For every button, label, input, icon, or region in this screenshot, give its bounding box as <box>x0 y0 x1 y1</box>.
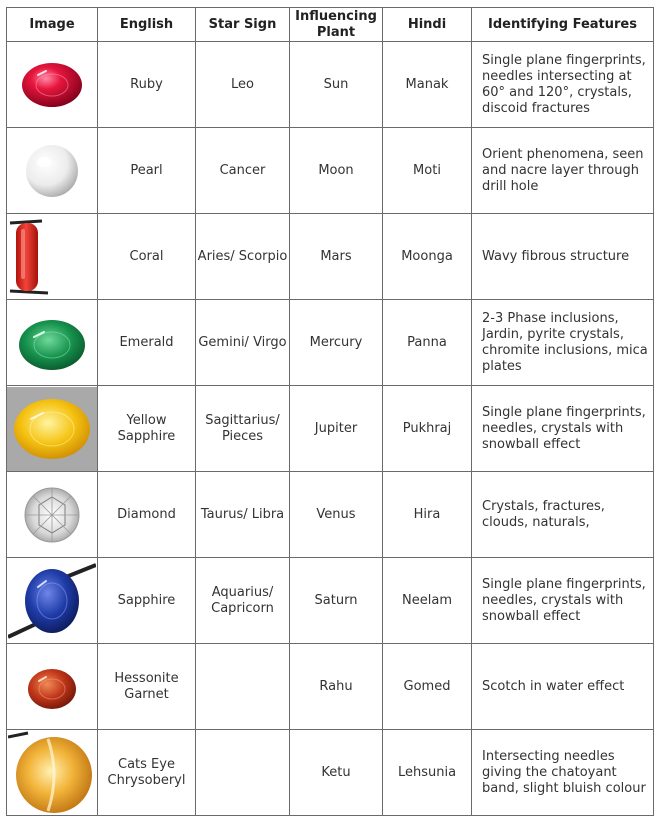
image-cell <box>7 128 98 214</box>
star-sign: Gemini/ Virgo <box>196 300 290 386</box>
gemstone-table <box>6 7 654 816</box>
english-name: Yellow Sapphire <box>98 386 196 472</box>
features: Single plane fingerprints, needles, crystals with snowball effect <box>472 558 654 644</box>
planet: Mercury <box>290 300 383 386</box>
cats-eye-gem-icon <box>8 731 96 815</box>
features: Scotch in water effect <box>472 644 654 730</box>
hindi-name: Moti <box>383 128 472 214</box>
hindi-name: Neelam <box>383 558 472 644</box>
diamond-gem-icon <box>8 475 96 555</box>
english-name: Hessonite Garnet <box>98 644 196 730</box>
star-sign: Sagittarius/ Pieces <box>196 386 290 472</box>
hindi-name: Panna <box>383 300 472 386</box>
english-name: Pearl <box>98 128 196 214</box>
hindi-name: Pukhraj <box>383 386 472 472</box>
image-cell <box>7 730 98 816</box>
english-name: Emerald <box>98 300 196 386</box>
star-sign: Aries/ Scorpio <box>196 214 290 300</box>
emerald-gem-icon <box>8 303 96 383</box>
planet: Saturn <box>290 558 383 644</box>
english-name: Sapphire <box>98 558 196 644</box>
table-row <box>7 300 654 386</box>
star-sign: Cancer <box>196 128 290 214</box>
table-row <box>7 472 654 558</box>
table-row <box>7 644 654 730</box>
planet: Rahu <box>290 644 383 730</box>
hindi-name: Hira <box>383 472 472 558</box>
english-name: Ruby <box>98 42 196 128</box>
table-row <box>7 214 654 300</box>
pearl-gem-icon <box>8 131 96 211</box>
table-row <box>7 386 654 472</box>
header-english: English <box>98 8 196 42</box>
header-planet: Influencing Plant <box>290 8 383 42</box>
table-row <box>7 42 654 128</box>
image-cell <box>7 644 98 730</box>
english-name: Cats Eye Chrysoberyl <box>98 730 196 816</box>
table-row <box>7 558 654 644</box>
features: Single plane fingerprints, needles, crystals with snowball effect <box>472 386 654 472</box>
features: Wavy fibrous structure <box>472 214 654 300</box>
header-star-sign: Star Sign <box>196 8 290 42</box>
header-hindi: Hindi <box>383 8 472 42</box>
features: Intersecting needles giving the chatoyant band, slight bluish colour <box>472 730 654 816</box>
star-sign: Leo <box>196 42 290 128</box>
star-sign <box>196 730 290 816</box>
header-features: Identifying Features <box>472 8 654 42</box>
header-row <box>7 8 654 42</box>
planet: Jupiter <box>290 386 383 472</box>
hindi-name: Gomed <box>383 644 472 730</box>
image-cell <box>7 300 98 386</box>
coral-gem-icon <box>8 217 96 297</box>
english-name: Coral <box>98 214 196 300</box>
table-row <box>7 730 654 816</box>
image-cell <box>7 558 98 644</box>
hessonite-gem-icon <box>8 647 96 727</box>
planet: Ketu <box>290 730 383 816</box>
planet: Mars <box>290 214 383 300</box>
image-cell <box>7 386 98 472</box>
features: Crystals, fractures, clouds, naturals, <box>472 472 654 558</box>
star-sign: Aquarius/ Capricorn <box>196 558 290 644</box>
blue-sapphire-gem-icon <box>8 561 96 641</box>
english-name: Diamond <box>98 472 196 558</box>
yellow-sapphire-gem-icon <box>7 387 97 471</box>
planet: Sun <box>290 42 383 128</box>
features: Single plane fingerprints, needles intersecting at 60° and 120°, crystals, discoid fractures <box>472 42 654 128</box>
hindi-name: Manak <box>383 42 472 128</box>
table-row <box>7 128 654 214</box>
star-sign: Taurus/ Libra <box>196 472 290 558</box>
features: 2-3 Phase inclusions, Jardin, pyrite crystals, chromite inclusions, mica plates <box>472 300 654 386</box>
image-cell <box>7 42 98 128</box>
planet: Moon <box>290 128 383 214</box>
image-cell <box>7 472 98 558</box>
ruby-gem-icon <box>8 45 96 125</box>
star-sign <box>196 644 290 730</box>
hindi-name: Moonga <box>383 214 472 300</box>
planet: Venus <box>290 472 383 558</box>
features: Orient phenomena, seen and nacre layer through drill hole <box>472 128 654 214</box>
hindi-name: Lehsunia <box>383 730 472 816</box>
image-cell <box>7 214 98 300</box>
header-image: Image <box>7 8 98 42</box>
